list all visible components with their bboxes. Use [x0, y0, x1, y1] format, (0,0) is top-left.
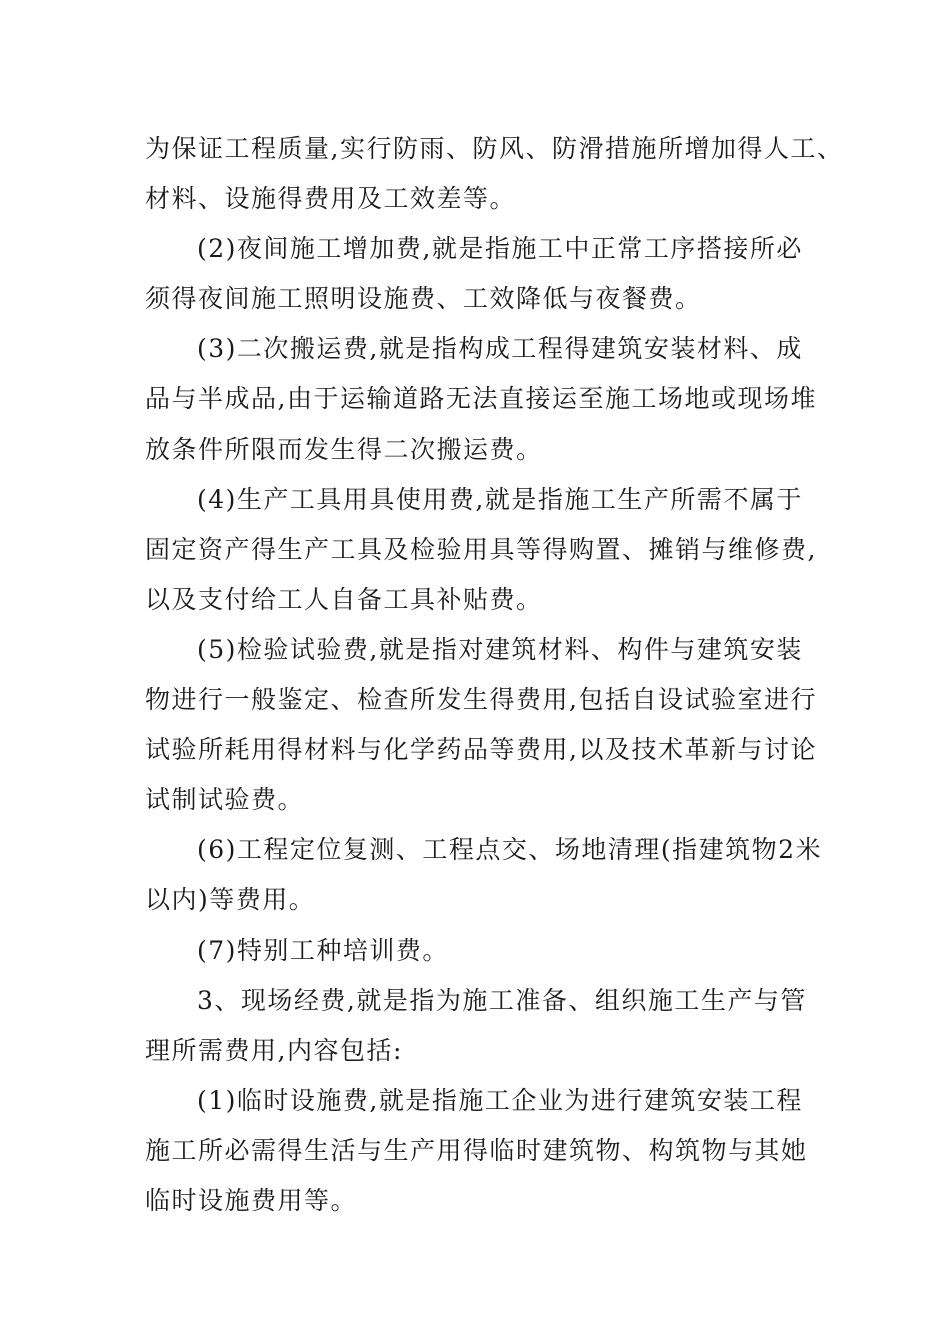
text-line: 固定资产得生产工具及检验用具等得购置、摊销与维修费, — [145, 534, 817, 564]
text-line: 以及支付给工人自备工具补贴费。 — [145, 584, 543, 614]
text-line: (4)生产工具用具使用费,就是指施工生产所需不属于 — [197, 484, 803, 514]
text-line: (6)工程定位复测、工程点交、场地清理(指建筑物2米 — [197, 835, 823, 865]
text-line: 试验所耗用得材料与化学药品等费用,以及技术革新与讨论 — [145, 735, 817, 765]
text-line: (7)特别工种培训费。 — [197, 935, 449, 965]
text-line: 品与半成品,由于运输道路无法直接运至施工场地或现场堆 — [145, 384, 817, 414]
text-line: 试制试验费。 — [145, 785, 305, 815]
text-line: (5)检验试验费,就是指对建筑材料、构件与建筑安装 — [197, 634, 803, 664]
text-line: (3)二次搬运费,就是指构成工程得建筑安装材料、成 — [197, 334, 803, 364]
text-line: 放条件所限而发生得二次搬运费。 — [145, 434, 543, 464]
text-line: 以内)等费用。 — [145, 885, 316, 915]
text-line: 须得夜间施工照明设施费、工效降低与夜餐费。 — [145, 284, 702, 314]
text-line: 理所需费用,内容包括: — [145, 1035, 403, 1065]
text-line: 施工所必需得生活与生产用得临时建筑物、构筑物与其她 — [145, 1135, 808, 1165]
text-line: (2)夜间施工增加费,就是指施工中正常工序搭接所必 — [197, 234, 803, 264]
text-line: 为保证工程质量,实行防雨、防风、防滑措施所增加得人工、 — [145, 134, 844, 163]
text-line: 临时设施费用等。 — [145, 1185, 358, 1215]
body-text — [145, 124, 844, 1226]
text-line: 物进行一般鉴定、检查所发生得费用,包括自设试验室进行 — [145, 685, 817, 715]
text-line: (1)临时设施费,就是指施工企业为进行建筑安装工程 — [197, 1085, 803, 1115]
text-line: 3、现场经费,就是指为施工准备、组织施工生产与管 — [197, 985, 807, 1015]
text-line: 材料、设施得费用及工效差等。 — [145, 184, 517, 214]
